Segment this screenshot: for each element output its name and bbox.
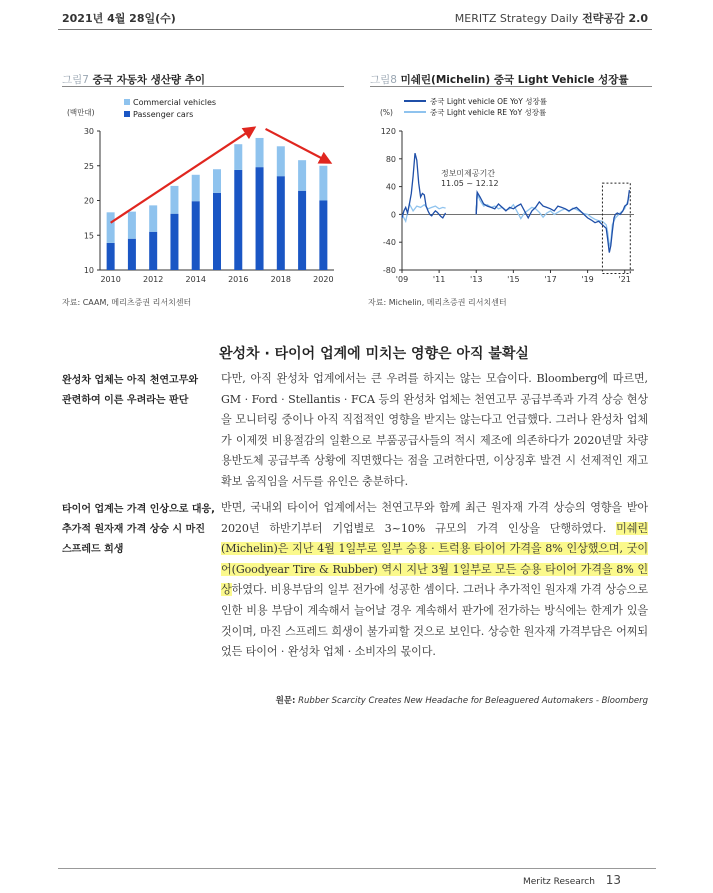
y-tick-label: 30 bbox=[83, 127, 94, 136]
page-number: 13 bbox=[605, 873, 622, 887]
bar-2017-passenger-cars bbox=[256, 167, 264, 270]
y-tick-label: 20 bbox=[83, 196, 94, 206]
y-tick-label: 10 bbox=[83, 266, 94, 275]
y-tick-label: -40 bbox=[382, 238, 396, 248]
bar-2015-passenger-cars bbox=[213, 193, 221, 270]
x-tick-label: 2018 bbox=[270, 275, 291, 284]
y-tick-label: -80 bbox=[382, 266, 396, 275]
paragraph-2 bbox=[221, 498, 648, 663]
section-title: 완성차 · 타이어 업계에 미치는 영향은 아직 불확실 bbox=[219, 346, 529, 362]
legend-label: 중국 Light vehicle OE YoY 성장률 bbox=[430, 97, 547, 106]
bar-2015-commercial-vehicles bbox=[213, 169, 221, 193]
side-note-line: 완성차 업체는 아직 천연고무와 bbox=[62, 375, 199, 386]
figure7-source: 자료: CAAM, 메리츠증권 리서치센터 bbox=[62, 298, 192, 307]
side-note-2 bbox=[62, 500, 217, 560]
side-note-line: 스프레드 희생 bbox=[62, 544, 124, 555]
figure7-title-text: 중국 자동차 생산량 추이 bbox=[92, 74, 206, 86]
x-tick-label: 2012 bbox=[143, 275, 164, 284]
x-tick-label: '19 bbox=[581, 275, 594, 284]
side-note-1 bbox=[62, 371, 217, 411]
bar-2018-commercial-vehicles bbox=[277, 146, 285, 176]
legend-label: 중국 Light vehicle RE YoY 성장률 bbox=[430, 108, 547, 117]
paragraph-2-end: 하였다. 비용부담의 일부 전가에 성공한 셈이다. 그러나 추가적인 원자재 가격 상승으로 인한 비용 부담이 계속해서 늘어날 경우 계속해서 판가에 전가하는 방식에는 한계가 있을 것이며, 마진 스프레드 희생이 불가피할 것으로 보인다. 상승한 원자재 가격부담은 어찌되었든 타이어 · 완성차 업체 · 소비자의 몫이다. bbox=[221, 583, 648, 659]
y-tick-label: 25 bbox=[83, 161, 94, 171]
bar-2013-passenger-cars bbox=[170, 214, 178, 270]
bar-2012-passenger-cars bbox=[149, 232, 157, 270]
x-tick-label: '21 bbox=[618, 275, 631, 284]
paragraph-2-start: 반면, 국내외 타이어 업계에서는 천연고무와 함께 최근 원자재 가격 상승의 영향을 받아 2020년 하반기부터 기업별로 3~10% 규모의 가격 인상을 단행하였다. bbox=[221, 501, 648, 535]
footer bbox=[523, 873, 621, 887]
series-line-re bbox=[476, 194, 629, 246]
bar-2018-passenger-cars bbox=[277, 176, 285, 270]
figure8-rule bbox=[370, 86, 652, 87]
y-tick-label: 0 bbox=[390, 210, 396, 220]
side-note-line: 추가적 원자재 가격 상승 시 마진 bbox=[62, 524, 205, 535]
x-tick-label: '17 bbox=[544, 275, 557, 284]
legend-swatch bbox=[124, 99, 130, 105]
highlighted-text: 미쉐린(Michelin)은 지난 4월 1일부로 일부 승용 · 트럭용 타이어 가격을 8% 인상했으며, 굿이어(Goodyear Tire & Rubber) 역시 지난 3월 1일부로 모든 승용 타이어 가격을 8% 인상 bbox=[221, 521, 648, 597]
x-tick-label: '11 bbox=[432, 275, 446, 284]
figure8-title-text: 미쉐린(Michelin) 중국 Light Vehicle 성장률 bbox=[400, 74, 629, 86]
y-tick-label: 80 bbox=[385, 154, 396, 164]
report-date: 2021년 4월 28일(수) bbox=[62, 12, 176, 25]
figure8-title bbox=[370, 72, 629, 87]
series-gap-join bbox=[476, 192, 477, 214]
bar-2011-commercial-vehicles bbox=[128, 212, 136, 239]
bar-2016-passenger-cars bbox=[234, 170, 242, 270]
bar-2012-commercial-vehicles bbox=[149, 205, 157, 231]
bar-2019-passenger-cars bbox=[298, 191, 306, 270]
x-tick-label: 2016 bbox=[228, 275, 249, 284]
y-tick-label: 15 bbox=[83, 231, 94, 241]
figure7-label: 그림7 bbox=[62, 74, 89, 86]
bar-2014-passenger-cars bbox=[192, 201, 200, 270]
legend-label: Passenger cars bbox=[133, 110, 194, 119]
figure7-rule bbox=[62, 86, 344, 87]
x-tick-label: 2020 bbox=[313, 275, 334, 284]
bar-2011-passenger-cars bbox=[128, 239, 136, 270]
bar-2010-passenger-cars bbox=[107, 243, 115, 270]
paragraph-1: 다만, 아직 완성차 업계에서는 큰 우려를 하지는 않는 모습이다. Bloomberg에 따르면, GM · Ford · Stellantis · FCA 등의 완성차 업체는 천연고무 공급부족과 가격 상승 현상을 모니터링 중이나 아직 직접적인 영향을 받지는 않는다고 언급했다. 그러나 완성차 업체가 이제껏 비용절감의 일환으로 부품공급사들의 적시 제조에 의존하다가 2020년말 차량용반도체 공급부족 상황에 직면했다는 점을 고려한다면, 이상징후 발견 시 선제적인 재고 확보 움직임을 서두를 유인은 충분하다. bbox=[221, 372, 648, 488]
bar-2014-commercial-vehicles bbox=[192, 175, 200, 201]
figure8-source: 자료: Michelin, 메리츠증권 리서치센터 bbox=[368, 298, 507, 307]
trend-arrow-down bbox=[266, 129, 330, 162]
bar-2016-commercial-vehicles bbox=[234, 144, 242, 170]
footer-brand: Meritz Research bbox=[523, 877, 595, 887]
header-divider bbox=[58, 29, 652, 30]
side-note-line: 타이어 업계는 가격 인상으로 대응, bbox=[62, 504, 215, 515]
source-credit bbox=[276, 694, 648, 706]
y-tick-label: 120 bbox=[380, 127, 396, 136]
y-axis-label: (백만대) bbox=[67, 108, 95, 117]
bar-2010-commercial-vehicles bbox=[107, 212, 115, 243]
legend-label: Commercial vehicles bbox=[133, 98, 217, 107]
figure7-chart bbox=[62, 95, 344, 290]
bar-2013-commercial-vehicles bbox=[170, 186, 178, 214]
x-tick-label: 2014 bbox=[185, 275, 206, 284]
figure8-chart bbox=[370, 95, 652, 290]
annotation-text: 11.05 ~ 12.12 bbox=[440, 179, 499, 189]
side-note-line: 관련하여 이른 우려라는 판단 bbox=[62, 395, 189, 406]
x-tick-label: '09 bbox=[395, 275, 409, 284]
report-series bbox=[455, 10, 648, 26]
legend-swatch bbox=[124, 111, 130, 117]
bar-2019-commercial-vehicles bbox=[298, 160, 306, 191]
figure8-label: 그림8 bbox=[370, 74, 397, 86]
x-tick-label: '13 bbox=[470, 275, 483, 284]
figure7-title bbox=[62, 72, 205, 87]
y-axis-label: (%) bbox=[380, 108, 393, 117]
series-section: 전략공감 2.0 bbox=[582, 12, 648, 25]
credit-label: 원문: bbox=[275, 696, 296, 706]
footer-divider bbox=[58, 868, 656, 869]
bar-2020-passenger-cars bbox=[319, 201, 327, 271]
x-tick-label: '15 bbox=[507, 275, 520, 284]
y-tick-label: 40 bbox=[385, 182, 396, 192]
series-prefix: MERITZ Strategy Daily bbox=[454, 12, 579, 25]
bar-2020-commercial-vehicles bbox=[319, 166, 327, 201]
series-line-oe bbox=[476, 190, 629, 253]
annotation-text: 정보미제공기간 bbox=[440, 169, 496, 179]
trend-arrow-up bbox=[111, 128, 254, 223]
credit-text: Rubber Scarcity Creates New Headache for Beleaguered Automakers - Bloomberg bbox=[298, 696, 648, 706]
x-tick-label: 2010 bbox=[100, 275, 121, 284]
bar-2017-commercial-vehicles bbox=[256, 138, 264, 167]
